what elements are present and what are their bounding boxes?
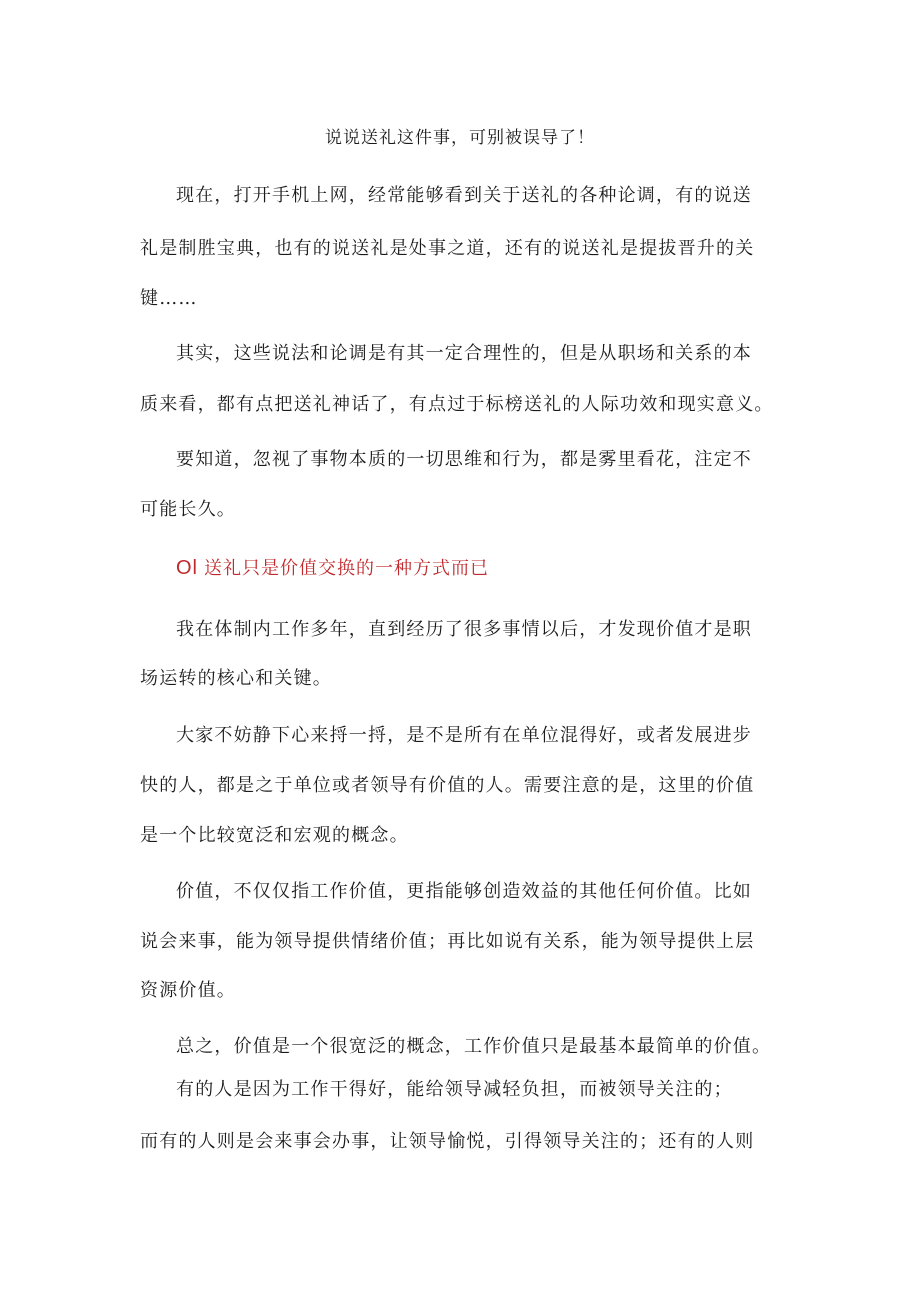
paragraph-line: 快的人，都是之于单位或者领导有价值的人。需要注意的是，这里的价值: [140, 775, 755, 796]
paragraph-line: 场运转的核心和关键。: [140, 668, 332, 689]
paragraph-line: 礼是制胜宝典，也有的说送礼是处事之道，还有的说送礼是提拔晋升的关: [140, 238, 755, 259]
paragraph-line: 要知道，忽视了事物本质的一切思维和行为，都是雾里看花，注定不: [176, 449, 752, 470]
paragraph-line: 质来看，都有点把送礼神话了，有点过于标榜送礼的人际功效和现实意义。: [140, 394, 774, 415]
section-number: Ol: [176, 557, 198, 579]
paragraph-line: 说会来事，能为领导提供情绪价值；再比如说有关系，能为领导提供上层: [140, 931, 755, 952]
paragraph-line: 其实，这些说法和论调是有其一定合理性的，但是从职场和关系的本: [176, 343, 752, 364]
paragraph-line: 键……: [140, 288, 198, 309]
paragraph-line: 现在，打开手机上网，经常能够看到关于送礼的各种论调，有的说送: [176, 185, 752, 206]
paragraph-line: 可能长久。: [140, 499, 236, 520]
paragraph-line: 大家不妨静下心来捋一捋，是不是所有在单位混得好，或者发展进步: [176, 725, 752, 746]
paragraph-line: 总之，价值是一个很宽泛的概念，工作价值只是最基本最简单的价值。: [176, 1036, 772, 1057]
article-title: 说说送礼这件事，可别被误导了！: [325, 128, 595, 148]
paragraph-line: 我在体制内工作多年，直到经历了很多事情以后，才发现价值才是职: [176, 619, 752, 640]
paragraph-line: 而有的人则是会来事会办事，让领导愉悦，引得领导关注的；还有的人则: [140, 1131, 755, 1152]
paragraph-line: 价值，不仅仅指工作价值，更指能够创造效益的其他任何价值。比如: [176, 881, 752, 902]
paragraph-line: 有的人是因为工作干得好，能给领导减轻负担，而被领导关注的；: [176, 1079, 733, 1100]
section-heading-text: 送礼只是价值交换的一种方式而已: [204, 558, 489, 579]
section-heading: [176, 555, 489, 582]
paragraph-line: 资源价值。: [140, 980, 236, 1001]
paragraph-line: 是一个比较宽泛和宏观的概念。: [140, 825, 409, 846]
